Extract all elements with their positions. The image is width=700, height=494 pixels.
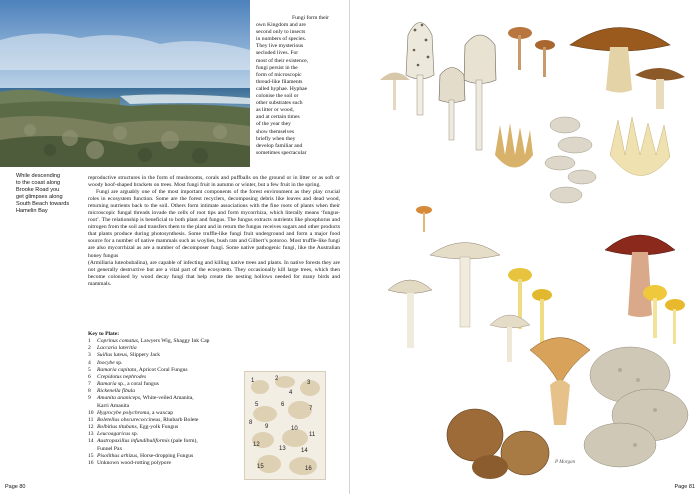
body-paragraph: Fungi are arguably one of the most important components of the forest environment as they play crucial roles in ecosystem function. Some are the forest recyclers, decomposing debris like leaves and dead wood, returning nutrients back to the soil. Others form intimate associations with the fine roots of plants when their microscopic fungal threads invade the cells of root tips and form mycorrhiza, which literally means ‘fungus-root’. The relationship is beneficial to both plant and fungus. The fungus extracts nutrients like phosphorus and nitrogen from the soil and transfers them to the plant and in return the fungus receives sugars and other products that plants produce during photosynthesis. Some truffle-like fungi fruit underground and form a major food source for a number of native mammals such as woylies, bush rats and Gilbert’s potoroo. Most truffle-like fungi are also mycorrhizal as are a number of decomposer fungi. Some native pathogenic fungi, like the Australian honey fungus	[88, 189, 340, 259]
thumb-number: 3	[307, 380, 311, 386]
thumb-number: 4	[289, 390, 293, 396]
thumb-number: 6	[281, 402, 285, 408]
laccaria-illustration	[508, 27, 555, 77]
key-item-common-name: sp.	[114, 359, 123, 366]
caption-line: South Beach towards	[16, 201, 70, 207]
side-text-line: most of their existence,	[256, 57, 309, 64]
plate-thumbnail-key	[244, 371, 326, 480]
main-body-text	[88, 175, 340, 288]
thumb-number: 7	[309, 406, 313, 412]
side-text-line: own Kingdom and are	[256, 22, 306, 29]
thumb-number: 9	[265, 424, 269, 430]
horse-dropping-fungus-illustration	[447, 409, 549, 479]
plate-key	[88, 331, 238, 467]
key-item-scientific-name: Austropaxillus infundibuliformis	[97, 438, 170, 445]
thumb-number: 13	[279, 446, 286, 452]
key-item-number: 8	[88, 388, 91, 395]
key-item	[88, 417, 238, 424]
body-paragraph: reproductive structures in the form of mushrooms, corals and puffballs on the ground or in litter or as soft or woody hoof-shaped brackets on trees. Most fungi fruit in autumn or winter, but a few fruit in the spring.	[88, 175, 340, 189]
key-item-number: 9	[88, 395, 91, 402]
key-item-number: 4	[88, 359, 91, 366]
key-item-scientific-name: Leucoagaricus	[97, 431, 131, 438]
side-text-line: in numbers of species.	[256, 36, 307, 43]
artist-signature: P Morgan	[555, 460, 576, 465]
thumb-number: 10	[291, 426, 298, 432]
key-item-text	[97, 388, 135, 395]
key-item-number: 6	[88, 373, 91, 380]
thumb-number: 15	[257, 464, 264, 470]
key-item-scientific-name: Suillus luteus	[97, 352, 127, 359]
side-text-line: of the year they	[256, 121, 291, 128]
key-item-common-name: , White-veiled Amanita,	[140, 395, 194, 402]
side-text-line: as litter or wood,	[256, 107, 294, 114]
key-item	[88, 424, 238, 431]
slippery-jack-illustration	[570, 28, 685, 110]
side-text-line: colonise the soil or	[256, 93, 299, 100]
key-item-scientific-name: Inocybe	[97, 359, 115, 366]
key-item	[88, 367, 238, 374]
key-item-scientific-name: Ramaria capitata	[97, 366, 137, 373]
key-item-scientific-name: Bolbitius titubans	[97, 424, 137, 431]
key-item-scientific-name: Boletellus obscurecoccineus	[97, 416, 161, 423]
key-item-common-name: (pale form),	[169, 438, 198, 445]
key-item-common-name: , Lawyers Wig, Shaggy Ink Cap	[137, 338, 210, 345]
key-item-number: 2	[88, 345, 91, 352]
key-item-number: 15	[88, 452, 94, 459]
polypore-illustration	[584, 347, 688, 467]
key-item-scientific-name: Coprinus comatus	[97, 338, 138, 345]
key-item-text	[97, 460, 171, 467]
key-item-common-name: , Rhubarb Bolete	[160, 416, 199, 423]
key-item-number: 16	[88, 459, 94, 466]
key-item-text	[97, 410, 173, 417]
key-item-text	[97, 453, 193, 460]
key-title: Key to Plate:	[88, 331, 120, 337]
fungi-illustration-plate	[370, 5, 695, 483]
key-item-text	[97, 438, 198, 445]
key-item-scientific-name: Laccaria lateritia	[97, 345, 137, 352]
key-item	[88, 338, 238, 345]
side-text-line: briefly when they	[256, 135, 296, 142]
key-item-common-name: , a waxcap	[149, 409, 174, 416]
key-item-common-name: sp., a coral fungus	[116, 381, 159, 388]
key-item	[88, 403, 238, 410]
body-paragraph: (Armillaria luteobubalina), are capable of infecting and killing native trees and plants. In native forests they are not generally destructive but are a vital part of the ecosystem. They occasionally kill large trees, which then become colonised by wood decay fungi that help create the nesting hollows needed for many birds and mammals.	[88, 259, 340, 287]
key-item-number	[88, 446, 97, 453]
key-item	[88, 388, 238, 395]
key-item-number: 3	[88, 352, 91, 359]
crepidotus-illustration	[545, 117, 596, 203]
key-item-scientific-name: Rickenella fibula	[97, 388, 136, 395]
side-text-line: secluded lives. For	[256, 50, 299, 57]
side-text-line: other substrates such	[256, 100, 303, 107]
key-item	[88, 352, 238, 359]
page-number-right: Page 81	[674, 484, 695, 490]
key-item-text	[97, 338, 209, 345]
key-item-common-name: Karri Amanita	[97, 402, 130, 409]
key-item-scientific-name: Hygrocybe polychroma	[97, 409, 150, 416]
side-text-line: Fungi form their	[292, 15, 329, 21]
thumb-number: 16	[305, 466, 312, 472]
key-item-number: 5	[88, 366, 91, 373]
side-text-line: second only to insects	[256, 29, 306, 36]
key-item-number: 11	[88, 416, 94, 423]
side-text-line: fungi persist in the	[256, 64, 298, 71]
leucoagaricus-illustration	[490, 315, 530, 362]
key-item-text	[97, 367, 188, 374]
key-item-text	[97, 352, 160, 359]
thumb-number: 11	[309, 432, 316, 438]
caption-line: Hamelin Bay	[16, 208, 48, 214]
key-item	[88, 453, 238, 460]
key-item-common-name: Unknown wood-rotting polypore	[97, 459, 171, 466]
right-page	[350, 0, 700, 494]
amanita-illustration	[388, 243, 500, 349]
key-item-number: 7	[88, 381, 91, 388]
side-text-line: sometimes spectacular	[256, 149, 307, 156]
shaggy-ink-cap-illustration	[406, 23, 496, 151]
key-item	[88, 460, 238, 467]
funnel-pax-illustration	[530, 338, 590, 426]
key-item-common-name: sp.	[130, 431, 139, 438]
key-item-scientific-name: Amanita ananiceps	[97, 395, 141, 402]
key-item	[88, 395, 238, 402]
key-item-number: 10	[88, 409, 94, 416]
key-item-number: 14	[88, 438, 94, 445]
thumb-number: 1	[251, 378, 255, 384]
caption-line: Brooke Road you	[16, 187, 60, 193]
key-item	[88, 438, 238, 445]
key-list	[88, 338, 238, 467]
inocybe-illustration	[380, 73, 410, 111]
key-item-common-name: , Apricot Coral Fungus	[136, 366, 188, 373]
side-text-line: They live mysterious	[256, 43, 304, 50]
key-item-text	[97, 403, 129, 410]
waxcap-illustration	[508, 268, 552, 344]
key-item-scientific-name: Crepidotus nephrodes	[97, 373, 147, 380]
coral-fungus-illustration	[610, 117, 670, 176]
side-text-line: and at certain times	[256, 114, 300, 121]
key-item-text	[97, 446, 122, 453]
key-item-text	[97, 417, 198, 424]
thumb-number: 14	[301, 448, 308, 454]
rickenella-illustration	[416, 206, 432, 232]
key-item-text	[97, 360, 122, 367]
key-item	[88, 345, 238, 352]
key-item-text	[97, 395, 194, 402]
side-text-line: develop familiar and	[256, 142, 303, 149]
key-item-number: 12	[88, 424, 94, 431]
thumb-number: 12	[253, 442, 260, 448]
key-item-number: 13	[88, 431, 94, 438]
side-text-line: called hyphae. Hyphae	[256, 85, 308, 92]
side-text-line: form of microscopic	[256, 71, 302, 78]
thumb-number: 5	[255, 402, 259, 408]
apricot-coral-illustration	[495, 123, 533, 168]
thumb-number: 8	[249, 420, 253, 426]
thumb-number: 2	[275, 376, 279, 382]
key-item-common-name: Funnel Pax	[97, 445, 123, 452]
side-text-line: thread-like filaments	[256, 78, 303, 85]
key-item-text	[97, 424, 178, 431]
photo-caption	[16, 173, 88, 215]
key-item-scientific-name: Pisolithus arhizus	[97, 452, 138, 459]
key-item-text	[97, 345, 137, 352]
key-item-number: 1	[88, 338, 91, 345]
rhubarb-bolete-illustration	[605, 235, 675, 317]
side-text-column	[256, 15, 334, 157]
key-item	[88, 410, 238, 417]
key-item-common-name: , Slippery Jack	[127, 352, 161, 359]
caption-line: While descending	[16, 173, 61, 179]
key-item-number	[88, 403, 97, 410]
side-text-line: show themselves	[256, 128, 295, 135]
key-item-scientific-name: Ramaria	[97, 381, 117, 388]
caption-line: to the coast along	[16, 180, 61, 186]
key-item-common-name: , Egg-yolk Fungus	[136, 424, 179, 431]
key-item	[88, 360, 238, 367]
page-number-left: Page 80	[5, 484, 26, 490]
caption-line: get glimpses along	[16, 194, 63, 200]
key-item	[88, 446, 238, 453]
coast-photo	[0, 0, 250, 167]
key-item-common-name: , Horse-dropping Fungus	[137, 452, 194, 459]
